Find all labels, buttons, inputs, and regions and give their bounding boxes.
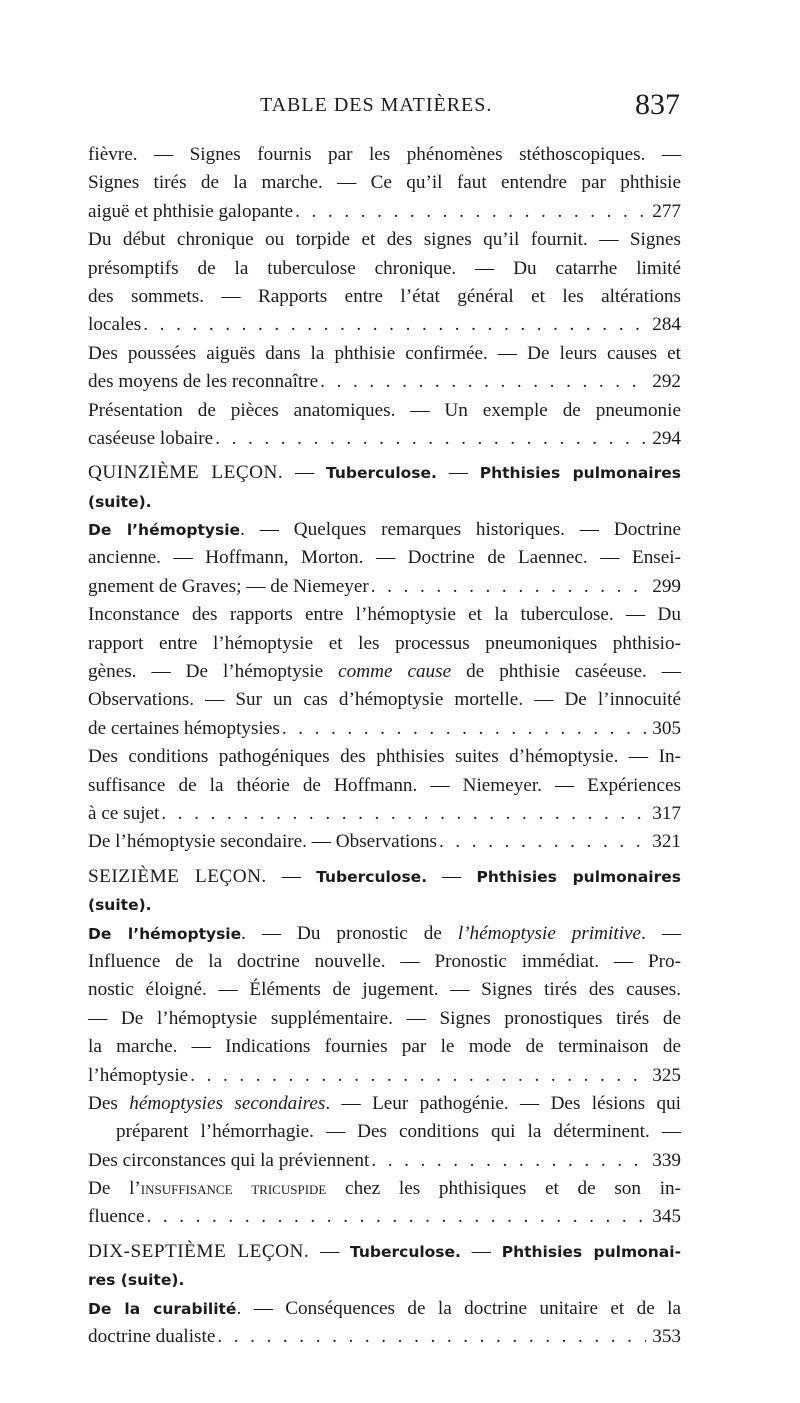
toc-line: Influence de la doctrine nouvelle. — Pronostic immédiat. — Pro- bbox=[88, 950, 681, 972]
lecon-heading-line bbox=[88, 488, 681, 516]
toc-entry bbox=[88, 743, 681, 828]
lecon-dash: — bbox=[283, 462, 326, 484]
lecon-subject: Phthisies pulmonaires bbox=[479, 464, 682, 483]
lecon-heading-line bbox=[88, 1266, 681, 1294]
toc-line-text: Des circonstances qui la préviennent bbox=[88, 1149, 370, 1171]
toc-line-final bbox=[88, 1203, 681, 1231]
lecon-heading-line bbox=[88, 891, 681, 919]
dot-leader bbox=[369, 573, 646, 601]
toc-line bbox=[88, 516, 681, 544]
toc-line-text: gnement de Graves; — de Niemeyer bbox=[88, 575, 369, 597]
lecon-title: DIX-SEPTIÈME LEÇON. bbox=[88, 1240, 310, 1262]
toc-page-ref: 339 bbox=[652, 1149, 681, 1171]
running-head bbox=[0, 88, 800, 128]
dot-leader bbox=[369, 1147, 646, 1175]
toc-entry bbox=[88, 516, 681, 601]
toc-line-final bbox=[88, 800, 681, 828]
toc-line: Observations. — Sur un cas d’hémoptysie mortelle. — De l’innocuité bbox=[88, 689, 681, 711]
toc-line bbox=[88, 1175, 681, 1203]
toc-entry bbox=[88, 1175, 681, 1232]
lecon-dash: — bbox=[436, 462, 480, 484]
lecon-heading-17 bbox=[88, 1238, 681, 1295]
toc-line: Présentation de pièces anatomiques. — Un exemple de pneumonie bbox=[88, 399, 681, 421]
toc-line-final bbox=[88, 1147, 681, 1175]
lecon-subject-suite: (suite). bbox=[88, 896, 152, 915]
toc-page-ref: 292 bbox=[652, 371, 681, 393]
lecon-dash: — bbox=[427, 865, 477, 887]
toc-line bbox=[88, 1090, 681, 1118]
toc-line-text: caséeuse lobaire bbox=[88, 427, 214, 449]
toc-line: — De l’hémoptysie supplémentaire. — Signes pronostiques tirés de bbox=[88, 1007, 681, 1029]
toc-entry bbox=[88, 1295, 681, 1352]
dot-leader bbox=[213, 425, 646, 453]
toc-line: ancienne. — Hoffmann, Morton. — Doctrine de Laennec. — Ensei- bbox=[88, 547, 681, 569]
toc-entry bbox=[88, 141, 681, 226]
page-number: 837 bbox=[635, 88, 680, 121]
lecon-heading-15 bbox=[88, 459, 681, 516]
toc-entry bbox=[88, 601, 681, 743]
lecon-subject: Phthisies pulmonaires bbox=[476, 867, 682, 886]
toc-line-final bbox=[88, 1323, 681, 1351]
dot-leader bbox=[215, 1323, 646, 1351]
toc-line: Des conditions pathogéniques des phthisies suites d’hémoptysie. — In- bbox=[88, 746, 681, 768]
toc-line: suffisance de la théorie de Hoffmann. — Niemeyer. — Expériences bbox=[88, 774, 681, 796]
toc-entry-lead: De l’hémoptysie bbox=[88, 521, 241, 540]
toc-line-text: de phthisie caséeuse. — bbox=[451, 661, 681, 683]
toc-page-ref: 345 bbox=[652, 1206, 681, 1228]
toc-line: présomptifs de la tuberculose chronique. — Du catarrhe limité bbox=[88, 257, 681, 279]
toc-line-text: . — Quelques remarques historiques. — Doctrine bbox=[240, 519, 681, 541]
toc-line-final bbox=[88, 311, 681, 339]
toc-line-text: . — Conséquences de la doctrine unitaire et de la bbox=[236, 1297, 681, 1319]
lecon-subject: Tuberculose. bbox=[316, 867, 428, 886]
toc-line: Inconstance des rapports entre l’hémoptysie et la tuberculose. — Du bbox=[88, 604, 681, 626]
toc-line-text: doctrine dualiste bbox=[88, 1326, 216, 1348]
lecon-subject-suite: res (suite). bbox=[88, 1271, 185, 1290]
toc-line-text: De l’ bbox=[88, 1178, 141, 1200]
dot-leader bbox=[141, 311, 646, 339]
toc-line-text: à ce sujet bbox=[88, 802, 160, 824]
toc-line-final bbox=[88, 368, 681, 396]
toc-line: Du début chronique ou torpide et des signes qu’il fournit. — Signes bbox=[88, 229, 681, 251]
toc-line bbox=[88, 658, 681, 686]
lecon-title: QUINZIÈME LEÇON. bbox=[88, 462, 284, 484]
toc-line-text: des moyens de les reconnaître bbox=[88, 371, 319, 393]
toc-page-ref: 284 bbox=[652, 314, 681, 336]
toc-page-ref: 305 bbox=[652, 717, 681, 739]
dot-leader bbox=[159, 800, 646, 828]
toc-line-final bbox=[88, 715, 681, 743]
toc-line: préparent l’hémorrhagie. — Des conditions qui la déterminent. — bbox=[116, 1121, 681, 1143]
lecon-heading-line bbox=[88, 459, 681, 487]
toc-italic-text: comme cause bbox=[338, 661, 452, 683]
toc-line-text: . — bbox=[641, 922, 682, 944]
toc-line-text: Des bbox=[88, 1092, 130, 1114]
toc-line-final bbox=[88, 573, 681, 601]
toc-entry bbox=[88, 397, 681, 454]
toc-line-text: gènes. — De l’hémoptysie bbox=[88, 661, 339, 683]
lecon-subject-suite: (suite). bbox=[88, 492, 152, 511]
toc-line-text: de certaines hémoptysies bbox=[88, 717, 280, 739]
toc-line-text: De l’hémoptysie secondaire. — Observations bbox=[88, 831, 438, 853]
toc-page-ref: 299 bbox=[652, 575, 681, 597]
toc-entry bbox=[88, 226, 681, 340]
lecon-heading-16 bbox=[88, 863, 681, 920]
toc-entry-lead: De l’hémoptysie bbox=[88, 924, 242, 943]
toc-line-final bbox=[88, 425, 681, 453]
lecon-heading-line bbox=[88, 863, 681, 891]
toc-line: des sommets. — Rapports entre l’état général et les altérations bbox=[88, 285, 681, 307]
toc-line: Des poussées aiguës dans la phthisie confirmée. — De leurs causes et bbox=[88, 342, 681, 364]
toc-page-ref: 353 bbox=[652, 1326, 681, 1348]
toc-line-text: l’hémoptysie bbox=[88, 1064, 189, 1086]
toc-line-text: fluence bbox=[88, 1206, 145, 1228]
lecon-dash: — bbox=[309, 1240, 350, 1262]
toc-page-ref: 321 bbox=[652, 831, 681, 853]
toc-entry-lead: De la curabilité bbox=[88, 1299, 237, 1318]
toc-line bbox=[88, 920, 681, 948]
lecon-dash: — bbox=[460, 1240, 502, 1262]
toc-line: fièvre. — Signes fournis par les phénomènes stéthoscopiques. — bbox=[88, 144, 681, 165]
lecon-subject: Tuberculose. bbox=[349, 1242, 461, 1261]
toc-page-ref: 325 bbox=[652, 1064, 681, 1086]
running-head-title: TABLE DES MATIÈRES. bbox=[260, 94, 493, 116]
toc-line-text: . — Du pronostic de bbox=[241, 922, 458, 944]
dot-leader bbox=[188, 1062, 646, 1090]
toc-entry bbox=[88, 828, 681, 856]
dot-leader bbox=[437, 828, 646, 856]
lecon-subject: Phthisies pulmonai- bbox=[501, 1242, 682, 1261]
lecon-heading-line bbox=[88, 1238, 681, 1266]
toc-line bbox=[88, 1295, 681, 1323]
toc-line-text: chez les phthisiques et de son in- bbox=[326, 1178, 682, 1200]
table-of-contents bbox=[88, 141, 681, 1351]
toc-line-final bbox=[88, 1062, 681, 1090]
toc-line-text: aiguë et phthisie galopante bbox=[88, 200, 294, 222]
dot-leader bbox=[293, 198, 646, 226]
lecon-title: SEIZIÈME LEÇON. bbox=[88, 865, 267, 887]
toc-page-ref: 277 bbox=[652, 200, 681, 222]
toc-entry bbox=[88, 1090, 681, 1175]
dot-leader bbox=[318, 368, 646, 396]
lecon-dash: — bbox=[266, 865, 317, 887]
dot-leader bbox=[144, 1203, 646, 1231]
toc-line: nostic éloigné. — Éléments de jugement. — Signes tirés des causes. bbox=[88, 979, 681, 1001]
lecon-subject: Tuberculose. bbox=[325, 464, 437, 483]
toc-italic-text: hémoptysies secondaires bbox=[129, 1092, 326, 1114]
toc-entry bbox=[88, 920, 681, 1090]
toc-line-final bbox=[88, 198, 681, 226]
toc-line-text: locales bbox=[88, 314, 142, 336]
toc-page-ref: 294 bbox=[652, 427, 681, 449]
toc-smallcaps-text: insuffisance tricuspide bbox=[140, 1178, 327, 1200]
toc-entry bbox=[88, 340, 681, 397]
toc-line: rapport entre l’hémoptysie et les processus pneumoniques phthisio- bbox=[88, 632, 681, 654]
toc-line: la marche. — Indications fournies par le mode de terminaison de bbox=[88, 1036, 681, 1058]
toc-line-text: . — Leur pathogénie. — Des lésions qui bbox=[325, 1092, 681, 1114]
toc-line-final bbox=[88, 828, 681, 856]
dot-leader bbox=[280, 715, 646, 743]
toc-page-ref: 317 bbox=[652, 802, 681, 824]
toc-italic-text: l’hémoptysie primitive bbox=[457, 922, 642, 944]
toc-line: Signes tirés de la marche. — Ce qu’il faut entendre par phthisie bbox=[88, 172, 681, 194]
